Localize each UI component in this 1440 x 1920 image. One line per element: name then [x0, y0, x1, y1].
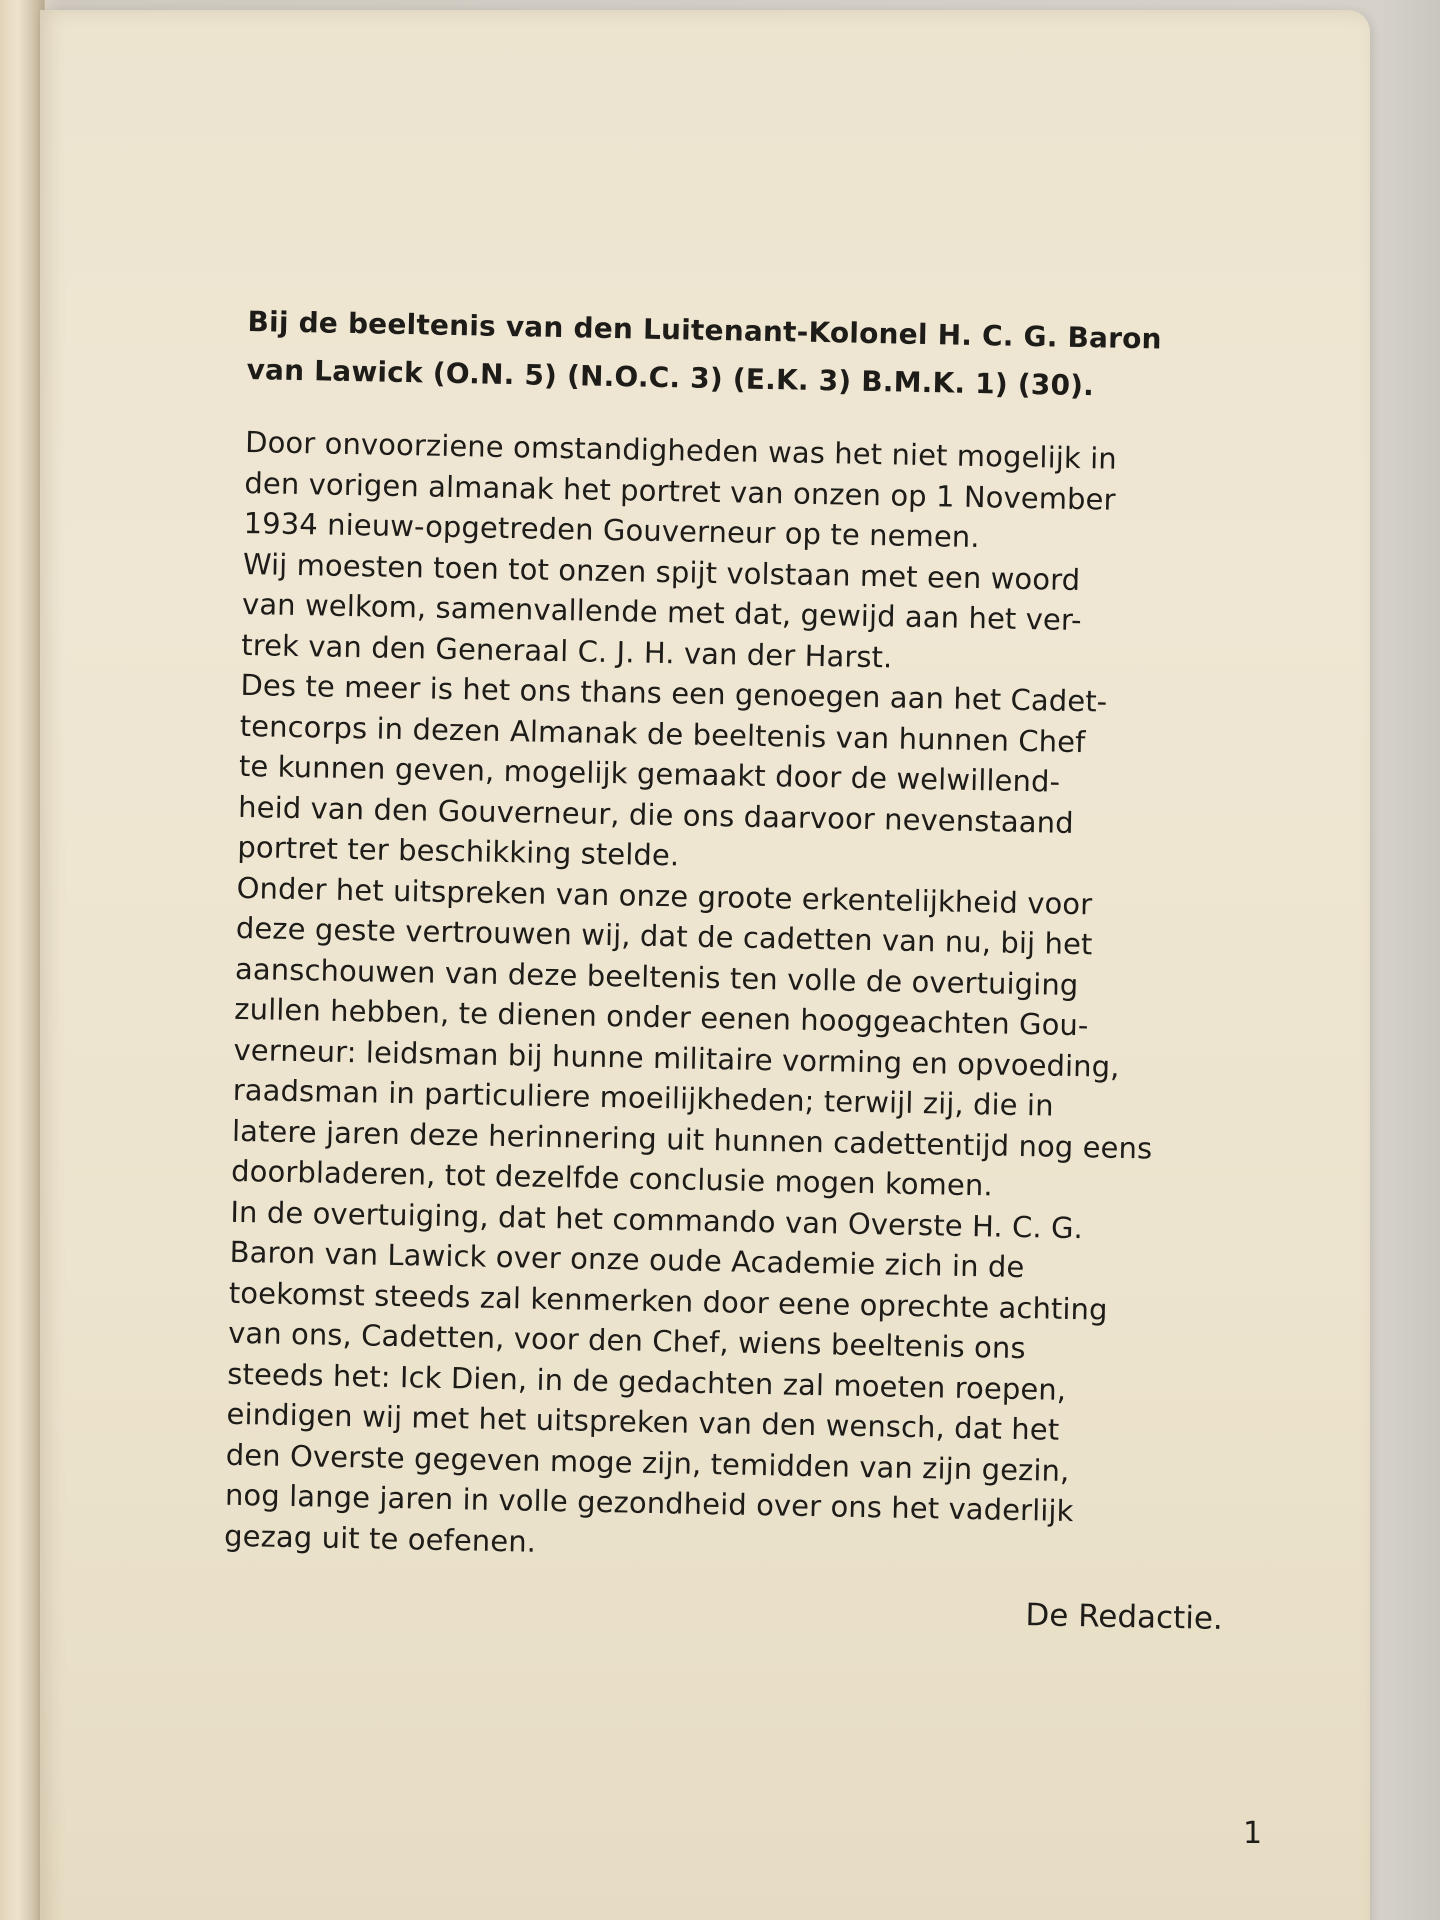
body-line: heid van den Gouverneur, die ons daarvoor nevenstaand: [237, 789, 1075, 840]
body-line: steeds het: Ick Dien, in de gedachten zal moeten roepen,: [227, 1356, 1067, 1407]
body-line: zullen hebben, te dienen onder eenen hooggeachten Gou-: [234, 991, 1089, 1043]
page-number: 1: [1243, 1816, 1263, 1851]
body-line: den vorigen almanak het portret van onzen op 1 November: [244, 465, 1116, 517]
body-line: raadsman in particuliere moeilijkheden; terwijl zij, die in: [232, 1072, 1054, 1123]
body-line: verneur: leidsman bij hunne militaire vorming en opvoeding,: [233, 1032, 1120, 1084]
body-line: Baron van Lawick over onze oude Academie zich in de: [229, 1234, 1025, 1285]
body-line: van ons, Cadetten, voor den Chef, wiens beeltenis ons: [227, 1315, 1026, 1366]
body-line: In de overtuiging, dat het commando van Overste H. C. G.: [230, 1194, 1084, 1245]
body-line: Wij moesten toen tot onzen spijt volstaan met een woord: [242, 546, 1081, 597]
body-line: trek van den Generaal C. J. H. van der Harst.: [241, 627, 893, 674]
body-line: nog lange jaren in volle gezondheid over ons het vaderlijk: [224, 1477, 1074, 1529]
body-line: aanschouwen van deze beeltenis ten volle de overtuiging: [234, 951, 1079, 1002]
signature: De Redactie.: [1025, 1597, 1224, 1637]
body-line: Door onvoorziene omstandigheden was het niet mogelijk in: [244, 424, 1118, 476]
body-line: eindigen wij met het uitspreken van den wensch, dat het: [226, 1396, 1060, 1447]
article-heading: [246, 298, 1248, 413]
body-line: te kunnen geven, mogelijk gemaakt door de welwillend-: [238, 748, 1061, 799]
body-line: den Overste gegeven moge zijn, temidden van zijn gezin,: [225, 1437, 1070, 1488]
body-line: 1934 nieuw-opgetreden Gouverneur op te nemen.: [243, 505, 980, 555]
article-body: [224, 422, 1246, 1575]
body-line: toekomst steeds zal kenmerken door eene oprechte achting: [228, 1275, 1108, 1327]
heading-line: van Lawick (O.N. 5) (N.O.C. 3) (E.K. 3) B.M.K. 1) (30).: [246, 352, 1095, 403]
body-line: doorbladeren, tot dezelfde conclusie mogen komen.: [230, 1153, 994, 1203]
body-line: gezag uit te oefenen.: [223, 1518, 537, 1559]
book-page: [40, 10, 1370, 1920]
body-line: portret ter beschikking stelde.: [237, 829, 680, 873]
heading-line: Bij de beeltenis van den Luitenant-Kolonel H. C. G. Baron: [247, 304, 1163, 356]
body-line: Des te meer is het ons thans een genoegen aan het Cadet-: [240, 667, 1108, 719]
body-line: tencorps in dezen Almanak de beeltenis van hunnen Chef: [239, 708, 1086, 759]
body-line: van welkom, samenvallende met dat, gewijd aan het ver-: [241, 586, 1083, 638]
body-line: deze geste vertrouwen wij, dat de cadetten van nu, bij het: [235, 910, 1093, 962]
article: [223, 298, 1248, 1637]
body-line: Onder het uitspreken van onze groote erkentelijkheid voor: [236, 870, 1093, 921]
body-line: latere jaren deze herinnering uit hunnen cadettentijd nog eens: [231, 1113, 1153, 1166]
